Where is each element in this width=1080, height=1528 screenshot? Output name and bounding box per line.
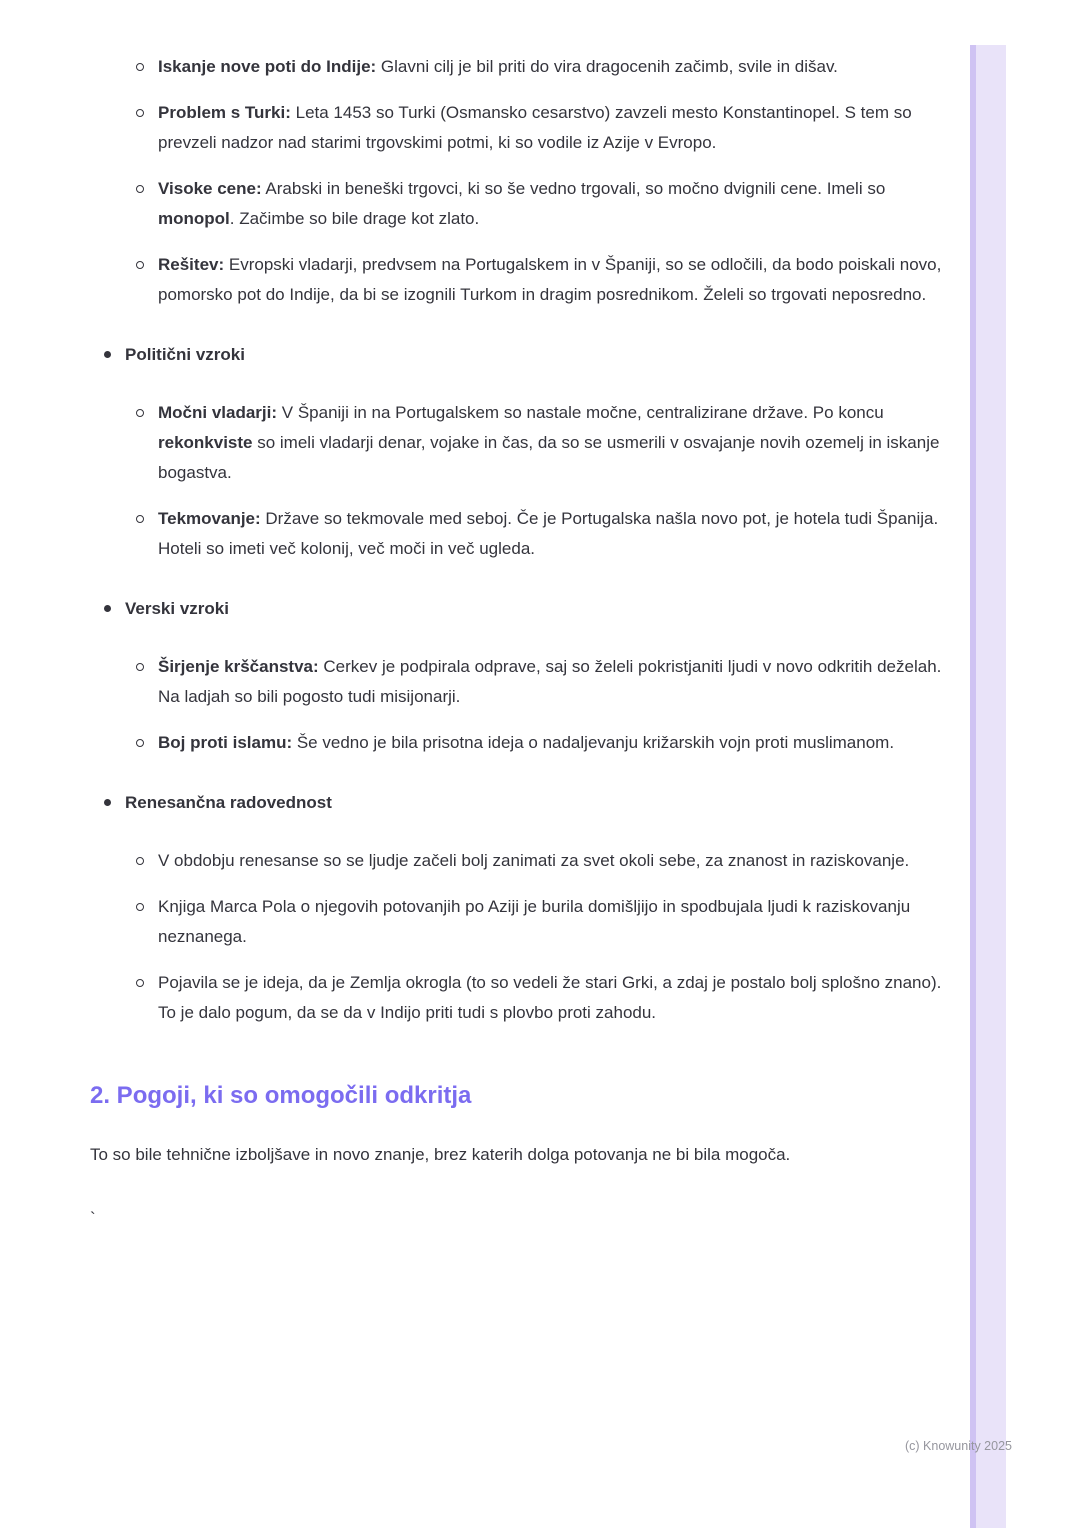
list-item [90,846,948,876]
list-item-text: Širjenje krščanstva: Cerkev je podpirala odprave, saj so želeli pokristjaniti ljudi v novo odkritih deželah. Na ladjah so bili pogosto tudi misijonarji. [158,657,942,706]
body-paragraph: To so bile tehnične izboljšave in novo znanje, brez katerih dolga potovanja ne bi bila mogoča. [90,1145,791,1164]
bullet-circle-icon [136,739,144,747]
bullet-circle-icon [136,261,144,269]
list-item-text: Močni vladarji: V Španiji in na Portugalskem so nastale močne, centralizirane države. Po koncu rekonkviste so imeli vladarji denar, vojake in čas, da so se usmerili v osvajanje novih ozemelj in iskanje bogastva. [158,403,940,482]
list-item [90,504,948,564]
bullet-circle-icon [136,857,144,865]
list-item-text: Renesančna radovednost [125,793,332,812]
list-item [90,340,948,370]
list-item-text: Iskanje nove poti do Indije: Glavni cilj je bil priti do vira dragocenih začimb, svile in dišav. [158,57,838,76]
bullet-disc-icon [104,351,111,358]
list-item [90,728,948,758]
section-heading: 2. Pogoji, ki so omogočili odkritja [90,1082,472,1109]
list-item-text: Politični vzroki [125,345,245,364]
list-item [90,594,948,624]
footer-credit: (c) Knowunity 2025 [904,1439,1012,1453]
list-item-text: V obdobju renesanse so se ljudje začeli bolj zanimati za svet okoli sebe, za znanost in raziskovanje. [158,851,910,870]
list-item [90,250,948,310]
list-item [90,52,948,82]
list-item-text: Problem s Turki: Leta 1453 so Turki (Osmansko cesarstvo) zavzeli mesto Konstantinopel. S tem so prevzeli nadzor nad starimi trgovskimi potmi, ki so vodile iz Azije v Evropo. [158,103,912,152]
bullet-circle-icon [136,109,144,117]
list-item [90,398,948,488]
bullet-disc-icon [104,799,111,806]
list-item [90,892,948,952]
bullet-circle-icon [136,185,144,193]
list-item-text: Boj proti islamu: Še vedno je bila prisotna ideja o nadaljevanju križarskih vojn proti muslimanom. [158,733,895,752]
stray-character: ` [90,1209,96,1228]
bullet-circle-icon [136,979,144,987]
bullet-circle-icon [136,409,144,417]
list-item [90,968,948,1028]
list-item-text: Pojavila se je ideja, da je Zemlja okrogla (to so vedeli že stari Grki, a zdaj je postalo bolj splošno znano). To je dalo pogum, da se da v Indijo priti tudi s plovbo proti zahodu. [158,973,942,1022]
list-item-text: Rešitev: Evropski vladarji, predvsem na Portugalskem in v Španiji, so se odločili, da bodo poiskali novo, pomorsko pot do Indije, da bi se izognili Turkom in dragim posrednikom. Želeli so trgovati neposredno. [158,255,942,304]
list-item-text: Tekmovanje: Države so tekmovale med seboj. Če je Portugalska našla novo pot, je hotela tudi Španija. Hoteli so imeti več kolonij, več moči in več ugleda. [158,509,939,558]
bullet-circle-icon [136,903,144,911]
list-item [90,652,948,712]
list-item-text: Knjiga Marca Pola o njegovih potovanjih po Aziji je burila domišljijo in spodbujala ljudi k raziskovanju neznanega. [158,897,911,946]
content-list [90,52,948,1028]
bullet-circle-icon [136,63,144,71]
bullet-disc-icon [104,605,111,612]
bullet-circle-icon [136,663,144,671]
list-item-text: Verski vzroki [125,599,229,618]
scrollbar-track[interactable] [976,45,1006,1528]
document-content [90,52,948,1234]
list-item [90,98,948,158]
list-item [90,174,948,234]
list-item-text: Visoke cene: Arabski in beneški trgovci, ki so še vedno trgovali, so močno dvignili cene. Imeli so monopol. Začimbe so bile drage kot zlato. [158,179,886,228]
bullet-circle-icon [136,515,144,523]
list-item [90,788,948,818]
